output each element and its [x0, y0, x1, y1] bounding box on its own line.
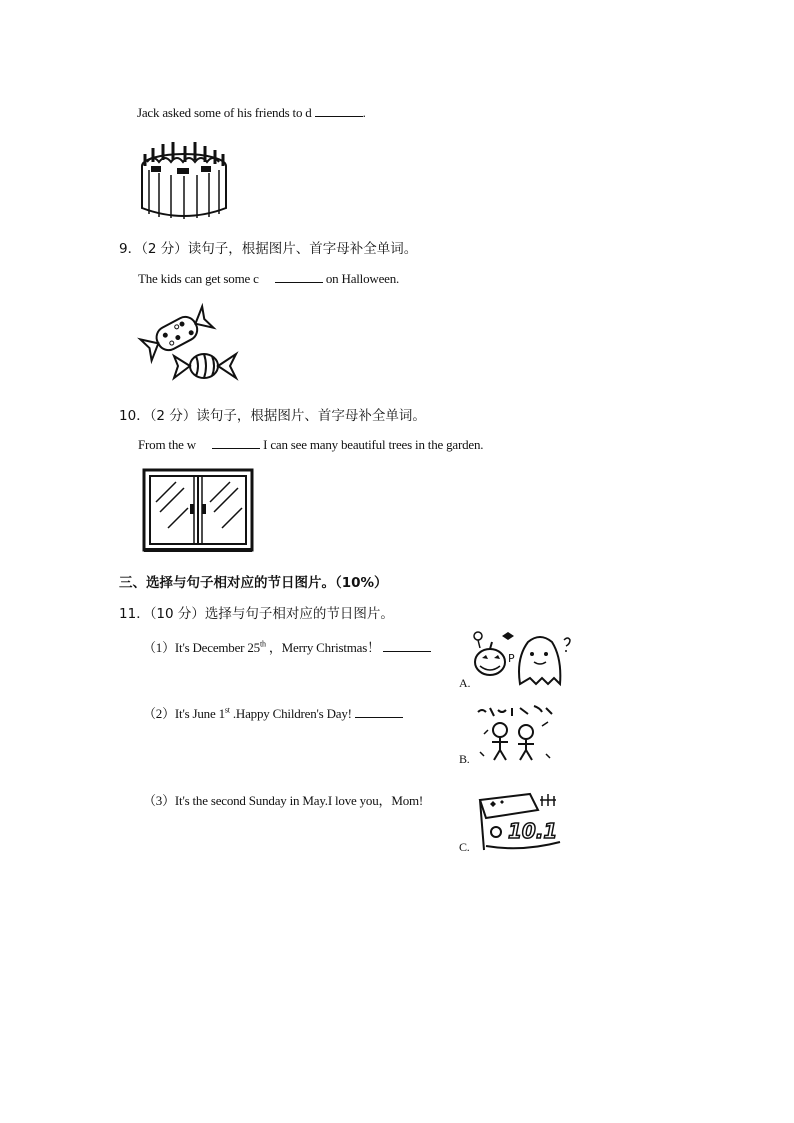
q8-sentence-end: .: [362, 105, 366, 120]
q9-answer-blank[interactable]: [275, 270, 323, 283]
option-a-label[interactable]: A.: [459, 676, 471, 690]
q10-score: （2 分）: [149, 408, 197, 424]
section-3-title: 三、选择与句子相对应的节日图片。（10%）: [119, 575, 388, 591]
q11-score: （10 分）: [149, 606, 205, 622]
q10-sentence-before: From the w: [138, 437, 196, 452]
window-image: [142, 468, 254, 552]
q11-item-3-index: （3）: [143, 793, 175, 808]
q11-item-1-text: It's December 25: [174, 640, 260, 655]
q10-sentence-after: I can see many beautiful trees in the garden.: [263, 437, 484, 452]
q11-item-2-index: （2）: [143, 706, 175, 721]
q11-item-2-text: It's June 1: [174, 706, 225, 721]
option-c-label[interactable]: C.: [459, 840, 470, 854]
option-b-label[interactable]: B.: [459, 752, 470, 766]
birthday-cake-image: [139, 140, 229, 220]
q9-sentence-after: on Halloween.: [325, 271, 400, 286]
q11-item-3-text: It's the second Sunday in May.I love you，Mom!: [174, 793, 424, 808]
q11-instruction: 选择与句子相对应的节日图片。: [204, 606, 394, 622]
q11-item-1: [143, 637, 431, 656]
option-c-art-text: 10.1: [508, 819, 558, 843]
q9-score: （2 分）: [141, 241, 188, 257]
q11-number: 11: [119, 606, 137, 622]
q8-answer-blank[interactable]: [315, 104, 363, 117]
option-b-childrens-day-image[interactable]: [476, 704, 556, 764]
candy-image: [140, 304, 240, 386]
q11-item-2: [143, 703, 403, 722]
q11-item-1-sup: th: [259, 639, 266, 649]
q11-item-2-sup: st: [224, 705, 230, 715]
q11-item-2-answer-blank[interactable]: [355, 705, 403, 718]
q9-header: 9．（2 分）读句子，根据图片、首字母补全单词。: [119, 241, 418, 257]
q9-number: 9: [119, 241, 128, 257]
q11-item-2-text-b: .Happy Children's Day!: [229, 706, 352, 721]
q11-header: 11．（10 分）选择与句子相对应的节日图片。: [119, 606, 394, 622]
svg-text:P: P: [508, 652, 515, 665]
q8-sentence: [137, 104, 366, 121]
q10-header: 10．（2 分）读句子，根据图片、首字母补全单词。: [119, 408, 426, 424]
q8-sentence-before: Jack asked some of his friends to d: [137, 105, 312, 120]
q10-sentence: [138, 436, 483, 453]
q11-item-1-answer-blank[interactable]: [383, 639, 431, 652]
q9-instruction: 读句子，根据图片、首字母补全单词。: [187, 241, 418, 257]
q11-item-1-index: （1）: [143, 640, 175, 655]
q11-item-3: [143, 790, 423, 809]
q11-item-1-text-b: ，Merry Christmas！: [265, 640, 380, 655]
option-a-halloween-image[interactable]: [470, 628, 572, 688]
q9-sentence-before: The kids can get some c: [138, 271, 259, 286]
q10-instruction: 读句子，根据图片、首字母补全单词。: [196, 408, 426, 424]
q10-number: 10: [119, 408, 137, 424]
option-c-national-day-image[interactable]: [478, 790, 562, 852]
q9-sentence: [138, 270, 399, 287]
q10-answer-blank[interactable]: [212, 436, 260, 449]
